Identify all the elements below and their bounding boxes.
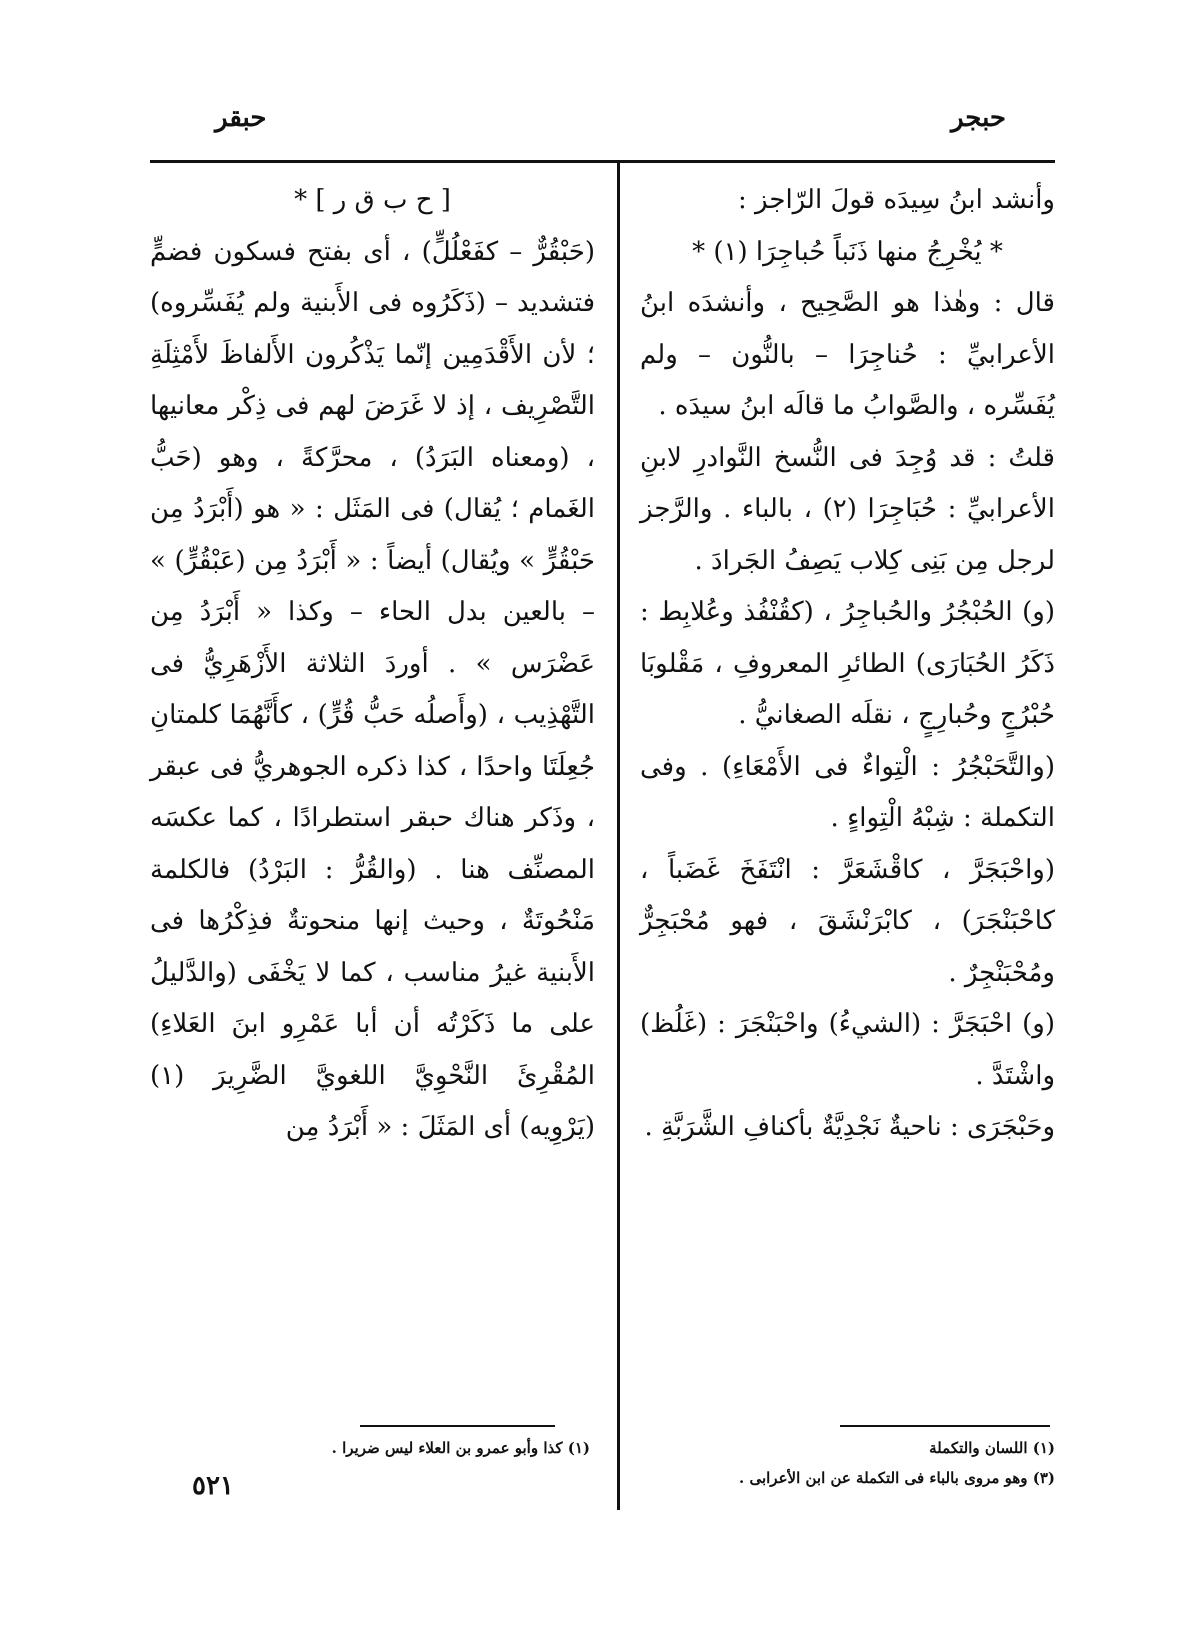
paragraph: (حَبْقُرٌّ – كفَعْلُلٍّ) ، أى بفتح فسكون فضمٍّ فتشديد – (ذَكَرُوه فى الأَبنية ولم يُفَسِّروه) ؛ لأن الأَقْدَمِين إنّما يَذْكُرون الأَلفاظَ لأَمْثِلَةِ التَّصْرِيف ، إذ لا غَرَضَ لهم فى ذِكْر معانيها ، (ومعناه البَرَدُ) ، محرَّكةً ، وهو (حَبُّ الغَمام ؛ يُقال) فى المَثَل : « هو (أَبْرَدُ مِن حَبْقُرٍّ » ويُقال) أيضاً : « أَبْرَدُ مِن (عَبْقُرٍّ) » – بالعين بدل الحاء – وكذا « أَبْرَدُ مِن عَضْرَس » . أوردَ الثلاثة الأَزْهَرِيُّ فى التَّهْذِيب ، (وأَصلُه حَبُّ قُرٍّ) ، كأَنَّهُمَا كلمتانِ جُعِلَتَا واحدًا ، كذا ذكره الجوهريُّ فى عبقر ، وذَكر هناك حبقر استطرادًا ، كما عكسَه المصنِّف هنا . (والقُرُّ : البَرْدُ) فالكلمة مَنْحُوتَةٌ ، وحيث إنها منحوتةٌ فذِكْرُها فى الأَبنية غيرُ مناسب ، كما لا يَخْفَى (والدَّليلُ على ما ذَكَرْتُه أن أبا عَمْرِو ابنَ العَلاءِ) المُقْرِئَ النَّحْوِيَّ اللغويَّ الضَّرِيرَ (١) (يَرْوِيه) أى المَثَلَ : « أَبْرَدُ مِن (150, 236, 595, 1142)
footnote: (٣) وهو مروى بالباء فى التكملة عن ابن الأعرابى . (739, 1469, 1055, 1487)
footnote: (١) كذا وأبو عمرو بن العلاء ليس ضريرا . (331, 1439, 590, 1457)
paragraph: (واحْبَجَرَّ ، كاقْشَعَرَّ : انْتَفَخَ غَضَباً ، كاحْبَنْجَرَ) ، كابْرَنْشَقَ ، فهو مُحْبَجِرٌّ ومُحْبَنْجِرٌ . (640, 854, 1055, 988)
footnotes-left (230, 1433, 590, 1463)
paragraph: وحَبْجَرَى : ناحيةٌ نَجْدِيَّةٌ بأكنافِ الشَّرَبَّةِ . (644, 1112, 1055, 1142)
footnotes-right (660, 1433, 1055, 1493)
entry-heading: [ ح ب ق ر ] * (294, 185, 451, 215)
paragraph: (والتَّحَبْجُرُ : الْتِواءٌ فى الأَمْعَاءِ) . وفى التكملة : شِبْهُ الْتِواءٍ . (640, 751, 1055, 833)
column-divider (617, 162, 620, 1510)
paragraph: قال : وهٰذا هو الصَّحِيح ، وأنشدَه ابنُ الأعرابيِّ : حُناجِرَا – بالنُّون – ولم يُفَسِّره ، والصَّوابُ ما قالَه ابنُ سيدَه . (640, 288, 1055, 421)
paragraph: (و) احْبَجَرَّ : (الشيءُ) واحْبَنْجَرَ : (غَلُظ) واشْتَدَّ . (640, 1009, 1055, 1091)
footnote-rule-left (360, 1425, 555, 1427)
paragraph: وأنشد ابنُ سِيدَه قولَ الرّاجز : (738, 185, 1055, 215)
header-rule (150, 160, 1055, 163)
page-number: ٥٢١ (192, 1471, 234, 1501)
footnote: (١) اللسان والتكملة (929, 1439, 1055, 1457)
running-head-left: حبقر (215, 103, 267, 133)
paragraph: قلتُ : قد وُجِدَ فى النُّسخ النَّوادرِ لابنِ الأعرابيِّ : حُبَاجِرَا (٢) ، بالباء . والرَّجز لرجل مِن بَنِى كِلاب يَصِفُ الجَرادَ . (640, 442, 1055, 576)
left-column (150, 175, 595, 1154)
footnote-rule-right (840, 1425, 1050, 1427)
verse-line: * يُخْرِجُ منها ذَنَباً حُباجِرَا (١) * (692, 236, 1003, 267)
running-head-right: حبجر (950, 103, 1006, 133)
paragraph: (و) الحُبْجُرُ والحُباجِرُ ، (كقُنْفُذ وعُلابِط : ذَكَرُ الحُبَارَى) الطائرِ المعروفِ ، مَقْلوبَا حُبْرُجٍ وحُبارِجٍ ، نقلَه الصغانيُّ . (640, 597, 1055, 730)
right-column (640, 175, 1055, 1154)
